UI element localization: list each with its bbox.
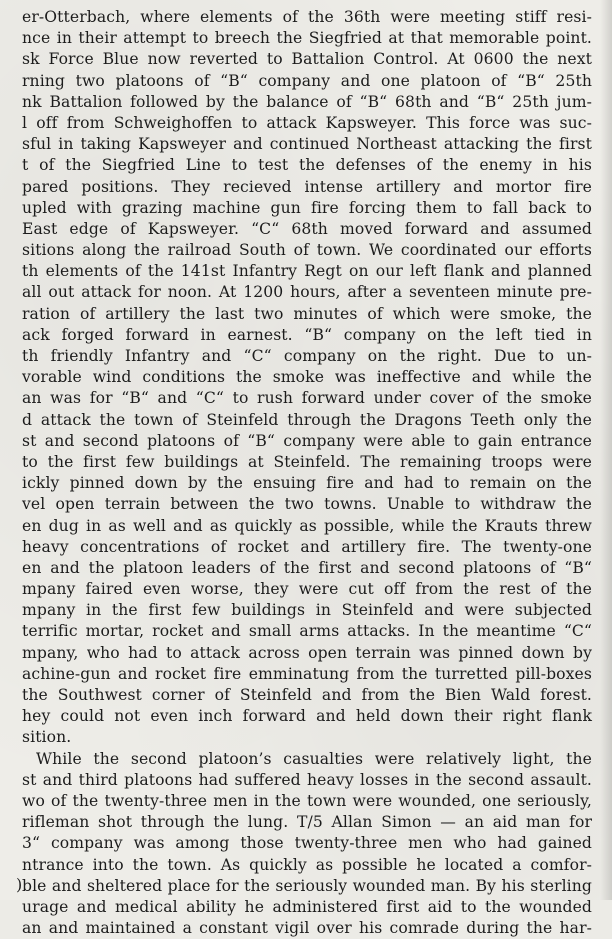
text-line: nk Battalion followed by the balance of “B“ 68th and “B“ 25th jum- <box>22 92 592 111</box>
text-line: er-Otterbach, where elements of the 36th were meeting stiff resi- <box>22 8 592 26</box>
text-line: ack forged forward in earnest. “B“ company on the left tied in <box>22 325 592 344</box>
text-line: nce in their attempt to breech the Siegfried at that memorable point. <box>22 29 592 48</box>
text-line: st and third platoons had suffered heavy losses in the second assault. <box>22 770 592 789</box>
text-line: vorable wind conditions the smoke was ineffective and while the <box>22 368 592 387</box>
page-edge-shadow <box>600 0 612 900</box>
text-line: heavy concentrations of rocket and artillery fire. The twenty-one <box>22 537 592 556</box>
text-line: rning two platoons of “B“ company and one platoon of “B“ 25th <box>22 71 592 90</box>
text-line: th friendly Infantry and “C“ company on the right. Due to un- <box>22 347 592 365</box>
text-line: an was for “B“ and “C“ to rush forward under cover of the smoke <box>22 389 592 408</box>
text-line: vel open terrain between the two towns. Unable to withdraw the <box>22 495 592 514</box>
text-line: l off from Schweighoffen to attack Kapsweyer. This force was suc- <box>22 113 592 132</box>
text-line: mpany, who had to attack across open terrain was pinned down by <box>22 643 592 662</box>
text-line: t of the Siegfried Line to test the defenses of the enemy in his <box>22 156 592 175</box>
body-text <box>22 7 592 939</box>
text-line: the Southwest corner of Steinfeld and from the Bien Wald forest. <box>22 686 592 704</box>
text-line: sition. <box>22 728 72 747</box>
text-line: upled with grazing machine gun fire forcing them to fall back to <box>22 198 592 217</box>
text-line: sitions along the railroad South of town. We coordinated our efforts <box>22 241 592 260</box>
text-line: d attack the town of Steinfeld through the Dragons Teeth only the <box>22 410 592 429</box>
text-line: rifleman shot through the lung. T/5 Allan Simon — an aid man for <box>22 813 592 832</box>
text-line: mpany faired even worse, they were cut off from the rest of the <box>22 580 592 599</box>
text-line: st and second platoons of “B“ company were able to gain entrance <box>22 431 592 450</box>
text-line: all out attack for noon. At 1200 hours, after a seventeen minute pre- <box>22 283 592 302</box>
text-line: achine-gun and rocket fire emminatung from the turretted pill-boxes <box>22 664 592 683</box>
text-line: urage and medical ability he administered first aid to the wounded <box>22 897 592 916</box>
text-line: en and the platoon leaders of the first and second platoons of “B“ <box>22 558 592 577</box>
text-line: an and maintained a constant vigil over his comrade during the har- <box>22 919 592 938</box>
text-line: ration of artillery the last two minutes of which were smoke, the <box>22 304 592 323</box>
text-line: en dug in as well and as quickly as possible, while the Krauts threw <box>22 516 592 535</box>
text-line: mpany in the first few buildings in Steinfeld and were subjected <box>22 601 592 620</box>
text-line: terrific mortar, rocket and small arms attacks. In the meantime “C“ <box>22 622 592 641</box>
text-line: sk Force Blue now reverted to Battalion Control. At 0600 the next <box>22 50 592 69</box>
text-line: th elements of the 141st Infantry Regt on our left flank and planned <box>22 262 592 281</box>
text-line: to the first few buildings at Steinfeld. The remaining troops were <box>22 452 592 471</box>
text-line: sful in taking Kapsweyer and continued Northeast attacking the first <box>22 135 592 154</box>
page-edge-mark: ) <box>16 875 23 894</box>
text-line: ickly pinned down by the ensuing fire and had to remain on the <box>22 474 592 493</box>
text-line: East edge of Kapsweyer. “C“ 68th moved forward and assumed <box>22 219 592 238</box>
text-line: ble and sheltered place for the seriously wounded man. By his sterling <box>22 876 592 895</box>
text-line: pared positions. They recieved intense artillery and mortor fire <box>22 177 592 196</box>
text-line: wo of the twenty-three men in the town were wounded, one seriously, <box>22 791 592 810</box>
text-line: 3“ company was among those twenty-three men who had gained <box>22 834 592 853</box>
text-line: While the second platoon’s casualties were relatively light, the <box>36 749 592 768</box>
text-line: ntrance into the town. As quickly as possible he located a comfor- <box>22 855 592 874</box>
text-line: hey could not even inch forward and held down their right flank <box>22 707 592 726</box>
